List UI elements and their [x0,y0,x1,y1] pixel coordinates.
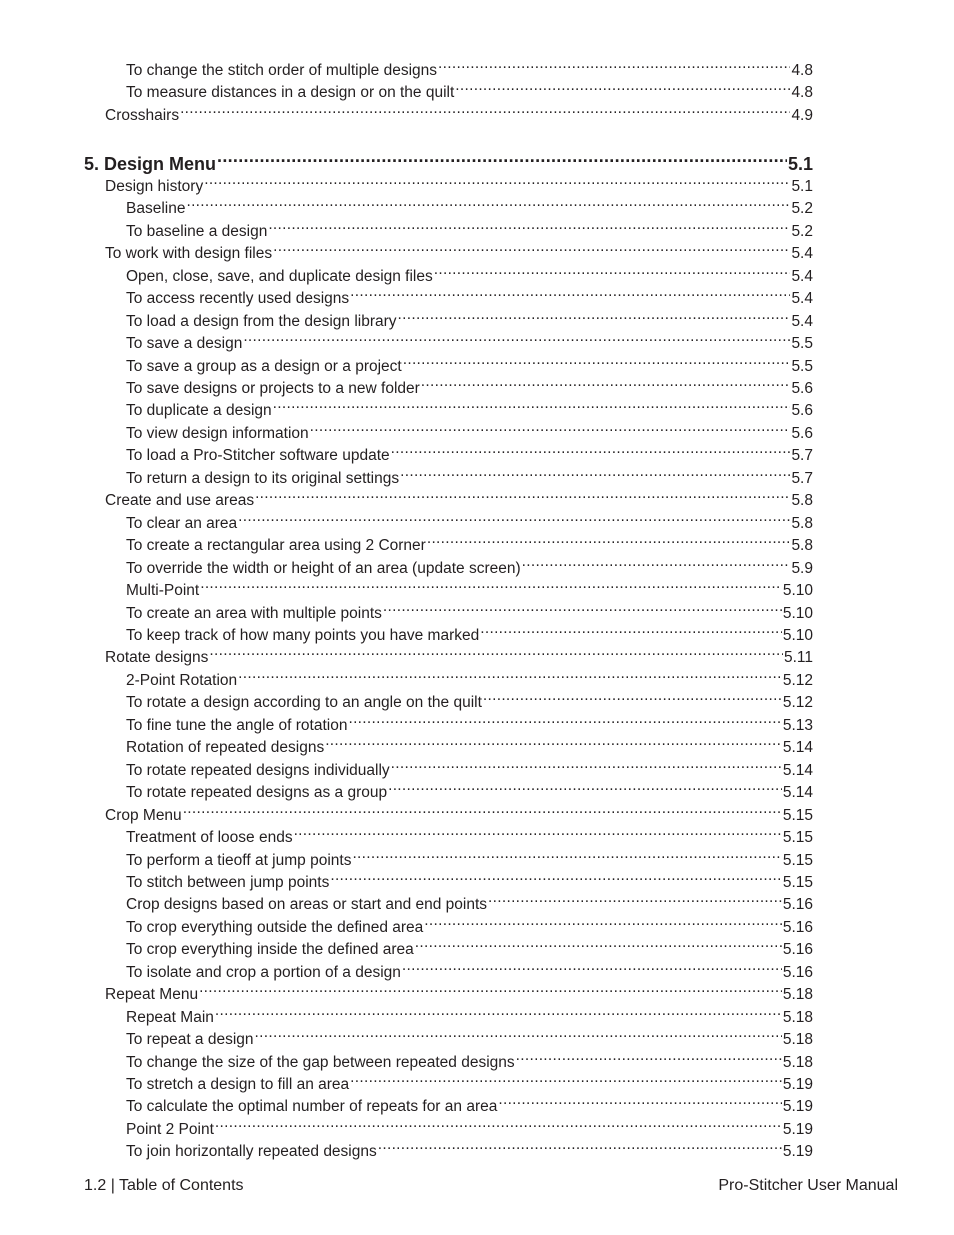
toc-entry-page: 4.8 [791,84,813,101]
dot-leader [383,596,782,618]
dot-leader [434,259,791,281]
dot-leader [378,1134,782,1156]
toc-entry [105,169,813,195]
toc-entry [126,1022,813,1048]
toc-entry-page: 5.16 [782,941,813,958]
dot-leader [215,1000,782,1022]
toc-entry [126,663,813,689]
toc-entry-title: To keep track of how many points you have marked [126,627,480,644]
toc-entry-title: Repeat Main [126,1009,214,1026]
toc-entry-title: To override the width or height of an area (update screen) [126,560,521,577]
toc-entry [105,977,813,1003]
toc-entry-page: 5.1 [791,178,813,195]
dot-leader [325,730,782,752]
toc-entry-title: Rotate designs [105,649,209,666]
dot-leader [180,98,790,120]
dot-leader [402,955,782,977]
toc-entry-title: Baseline [126,200,186,217]
toc-entry [126,326,813,352]
toc-entry [126,438,813,464]
dot-leader [217,142,787,170]
toc-entry-title: To fine tune the angle of rotation [126,717,348,734]
toc-entry-page: 5.13 [782,717,813,734]
dot-leader [238,663,782,685]
toc-entry-page: 5.4 [791,313,813,330]
dot-leader [421,371,791,393]
toc-entry [126,865,813,891]
dot-leader [403,349,791,371]
toc-entry-title: Repeat Menu [105,986,199,1003]
toc-entry-page: 5.6 [791,425,813,442]
toc-entry [126,955,813,981]
toc-entry-page: 5.18 [782,1009,813,1026]
toc-entry [105,640,813,666]
toc-entry-title: To baseline a design [126,223,268,240]
dot-leader [498,1089,781,1111]
toc-entry [126,730,813,756]
toc-entry-title: To save designs or projects to a new folder [126,380,420,397]
toc-entry-title: Rotation of repeated designs [126,739,325,756]
toc-entry [126,708,813,734]
toc-entry [126,371,813,397]
toc-entry-page: 4.8 [791,62,813,79]
dot-leader [391,438,791,460]
toc-entry-page: 5.7 [791,447,813,464]
toc-entry [126,75,813,101]
toc-chapter-entry [84,142,813,174]
toc-entry [126,461,813,487]
toc-entry [126,528,813,554]
toc-entry-page: 5.4 [791,245,813,262]
toc-entry-page: 5.2 [791,200,813,217]
dot-leader [330,865,781,887]
toc-entry-title: To clear an area [126,515,238,532]
dot-leader [480,618,782,640]
dot-leader [310,416,791,438]
toc-entry [126,349,813,375]
footer-manual-title: Pro-Stitcher User Manual [718,1177,898,1194]
toc-entry-page: 5.15 [782,829,813,846]
dot-leader [350,1067,782,1089]
toc-entry-title: Crop designs based on areas or start and end points [126,896,488,913]
toc-entry [126,214,813,240]
dot-leader [199,977,782,999]
toc-entry-page: 5.9 [791,560,813,577]
toc-entry [126,53,813,79]
dot-leader [391,753,782,775]
toc-entry-page: 5.14 [782,784,813,801]
toc-entry [126,393,813,419]
toc-entry [126,1045,813,1071]
toc-entry-page: 5.5 [791,358,813,375]
toc-entry-page: 5.16 [782,919,813,936]
footer-page-label: 1.2 | Table of Contents [84,1177,244,1194]
toc-entry-page: 5.12 [782,694,813,711]
dot-leader [516,1045,782,1067]
toc-entry-title: To repeat a design [126,1031,254,1048]
dot-leader [255,483,790,505]
toc-entry-title: Treatment of loose ends [126,829,293,846]
toc-entry-page: 5.8 [791,515,813,532]
toc-entry-page: 5.16 [782,964,813,981]
dot-leader [522,551,791,573]
toc-entry-page: 5.10 [782,582,813,599]
toc-entry-page: 4.9 [791,107,813,124]
toc-entry-page: 5.19 [782,1076,813,1093]
dot-leader [215,1112,782,1134]
toc-entry-page: 5.8 [791,492,813,509]
toc-entry [126,191,813,217]
dot-leader [183,798,782,820]
toc-entry-page: 5.2 [791,223,813,240]
toc-entry [126,910,813,936]
toc-entry-title: To save a design [126,335,243,352]
toc-entry-title: Crop Menu [105,807,182,824]
toc-entry [126,843,813,869]
toc-entry [126,259,813,285]
toc-entry-title: To change the stitch order of multiple designs [126,62,438,79]
toc-entry [126,753,813,779]
dot-leader [200,573,782,595]
toc-entry-page: 5.15 [782,852,813,869]
toc-entry-title: To load a design from the design library [126,313,397,330]
toc-entry-title: Design history [105,178,204,195]
toc-entry-title: To access recently used designs [126,290,350,307]
dot-leader [424,910,782,932]
toc-entry-page: 5.7 [791,470,813,487]
toc-entry-title: To crop everything outside the defined area [126,919,424,936]
dot-leader [438,53,790,75]
toc-entry-title: To duplicate a design [126,402,272,419]
toc-entry [126,1134,813,1160]
toc-entry-page: 5.10 [782,605,813,622]
dot-leader [204,169,790,191]
dot-leader [455,75,790,97]
toc-entry [126,685,813,711]
toc-entry-title: To create an area with multiple points [126,605,382,622]
toc-entry-page: 5.19 [782,1121,813,1138]
dot-leader [352,843,781,865]
dot-leader [186,191,790,213]
toc-entry [105,98,813,124]
dot-leader [209,640,783,662]
toc-entry [126,775,813,801]
toc-entry-page: 5.8 [791,537,813,554]
dot-leader [488,887,782,909]
toc-entry-title: To stretch a design to fill an area [126,1076,350,1093]
toc-entry [126,1089,813,1115]
toc-entry-title: To return a design to its original settings [126,470,400,487]
toc-entry-title: To load a Pro-Stitcher software update [126,447,390,464]
toc-entry-page: 5.5 [791,335,813,352]
toc-entry-page: 5.10 [782,627,813,644]
page-footer [84,1175,898,1197]
toc-entry-title: Point 2 Point [126,1121,214,1138]
toc-entry-page: 5.1 [787,154,813,174]
toc-entry-page: 5.14 [782,762,813,779]
toc-entry-page: 5.6 [791,380,813,397]
toc-entry-title: Multi-Point [126,582,200,599]
toc-entry [126,932,813,958]
dot-leader [427,528,791,550]
toc-entry [126,551,813,577]
toc-entry-title: To rotate a design according to an angle on the quilt [126,694,482,711]
toc-entry-title: To isolate and crop a portion of a design [126,964,401,981]
toc-entry-title: To calculate the optimal number of repeats for an area [126,1098,498,1115]
toc-entry-page: 5.11 [783,649,813,666]
toc-entry [126,416,813,442]
dot-leader [243,326,790,348]
toc-entry-page: 5.14 [782,739,813,756]
dot-leader [238,506,790,528]
dot-leader [483,685,782,707]
toc-entry-title: To work with design files [105,245,273,262]
toc-entry-page: 5.19 [782,1143,813,1160]
toc-entry [105,236,813,262]
dot-leader [348,708,781,730]
toc-entry-title: Open, close, save, and duplicate design files [126,268,433,285]
toc-entry-page: 5.4 [791,290,813,307]
toc-entry-title: To crop everything inside the defined area [126,941,414,958]
toc-entry [126,1067,813,1093]
toc-entry [126,1112,813,1138]
toc-entry [126,596,813,622]
toc-entry-page: 5.19 [782,1098,813,1115]
toc-entry [105,798,813,824]
dot-leader [294,820,782,842]
dot-leader [273,236,790,258]
dot-leader [255,1022,782,1044]
toc-entry-page: 5.18 [782,986,813,1003]
toc-entry-title: Create and use areas [105,492,255,509]
toc-entry [105,483,813,509]
toc-entry-title: To change the size of the gap between repeated designs [126,1054,515,1071]
toc-entry-page: 5.12 [782,672,813,689]
toc-entry-title: To perform a tieoff at jump points [126,852,352,869]
dot-leader [398,304,791,326]
toc-entry-title: To view design information [126,425,309,442]
toc-entry [126,618,813,644]
toc-entry-title: To rotate repeated designs individually [126,762,390,779]
toc-entry [126,820,813,846]
toc-entry-page: 5.16 [782,896,813,913]
toc-entry-title: 5. Design Menu [84,154,217,174]
toc-entry-title: To create a rectangular area using 2 Corner [126,537,426,554]
dot-leader [388,775,782,797]
toc-entry-page: 5.15 [782,874,813,891]
toc-entry-page: 5.4 [791,268,813,285]
dot-leader [415,932,782,954]
toc-entry-title: To join horizontally repeated designs [126,1143,377,1160]
toc-entry [126,281,813,307]
dot-leader [273,393,791,415]
toc-entry-page: 5.15 [782,807,813,824]
toc-entry [126,506,813,532]
dot-leader [268,214,790,236]
toc-entry-title: 2-Point Rotation [126,672,238,689]
toc-entry [126,887,813,913]
toc-entry [126,1000,813,1026]
toc-entry-title: To save a group as a design or a project [126,358,402,375]
toc-entry-title: To measure distances in a design or on the quilt [126,84,455,101]
toc-entry-page: 5.18 [782,1031,813,1048]
dot-leader [400,461,790,483]
toc-entry-title: Crosshairs [105,107,180,124]
toc-entry [126,304,813,330]
dot-leader [350,281,790,303]
toc-entry-title: To stitch between jump points [126,874,330,891]
toc-entry [126,573,813,599]
toc-entry-title: To rotate repeated designs as a group [126,784,388,801]
toc-entry-page: 5.6 [791,402,813,419]
toc-entry-page: 5.18 [782,1054,813,1071]
